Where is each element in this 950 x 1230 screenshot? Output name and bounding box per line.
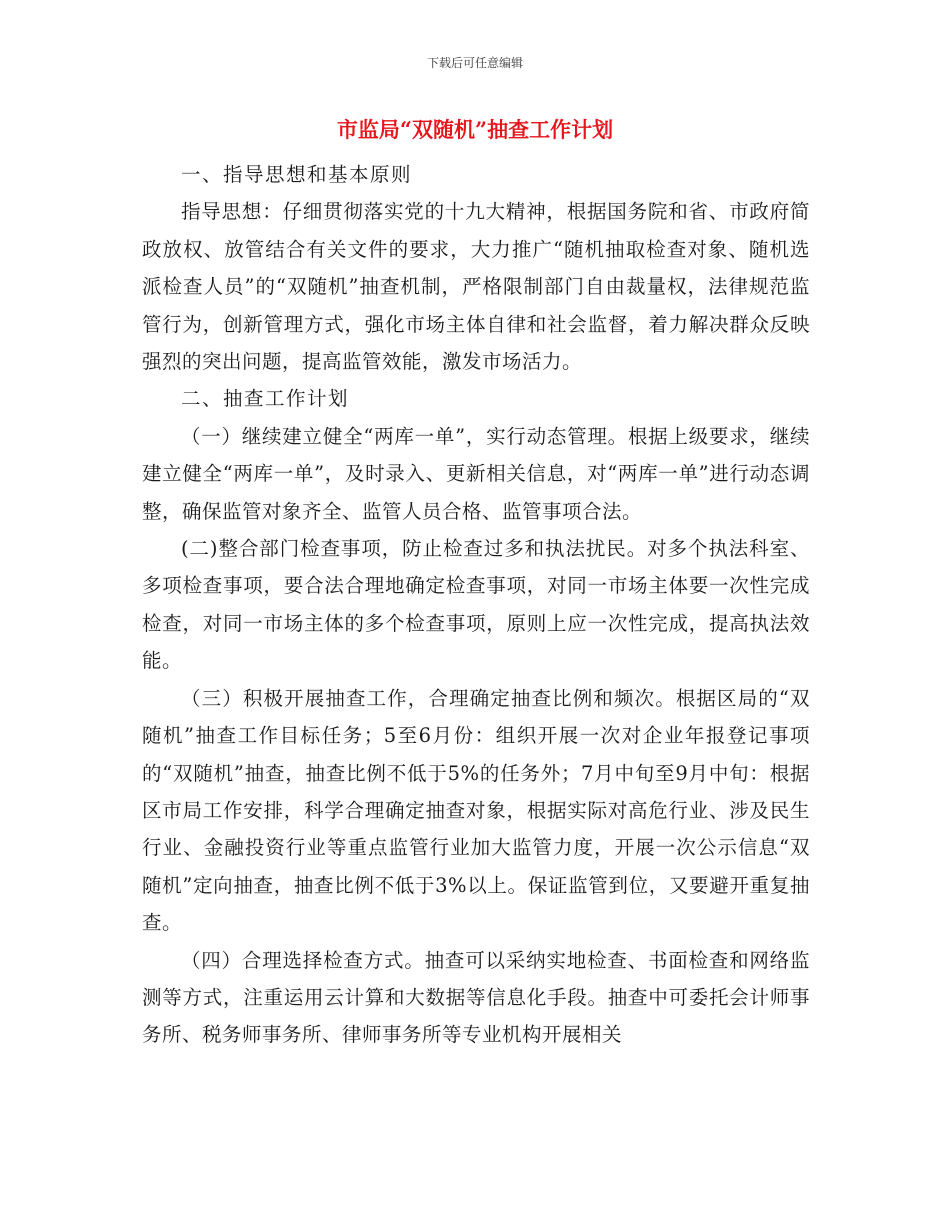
paragraph-item-4: （四）合理选择检查方式。抽查可以采纳实地检查、书面检查和网络监测等方式，注重运用云计算和大数据等信息化手段。抽查中可委托会计师事务所、税务师事务所、律师事务所等专业机构开展相关 bbox=[142, 948, 810, 1047]
paragraph-item-2: (二)整合部门检查事项，防止检查过多和执法扰民。对多个执法科室、多项检查事项，要合法合理地确定检查事项，对同一市场主体要一次性完成检查，对同一市场主体的多个检查事项，原则上应一次性完成，提高执法效能。 bbox=[142, 537, 810, 673]
document-body bbox=[142, 156, 810, 1054]
paragraph-item-3: （三）积极开展抽查工作，合理确定抽查比例和频次。根据区局的“双随机”抽查工作目标任务；5至6月份：组织开展一次对企业年报登记事项的“双随机”抽查，抽查比例不低于5%的任务外；7月中旬至9月中旬：根据区市局工作安排，科学合理确定抽查对象，根据实际对高危行业、涉及民生行业、金融投资行业等重点监管行业加大监管力度，开展一次公示信息“双随机”定向抽查，抽查比例不低于3%以上。保证监管到位，又要避开重复抽查。 bbox=[142, 686, 810, 935]
paragraph-item-1: （一）继续建立健全“两库一单”，实行动态管理。根据上级要求，继续建立健全“两库一单”，及时录入、更新相关信息，对“两库一单”进行动态调整，确保监管对象齐全、监管人员合格、监管事项合法。 bbox=[142, 424, 810, 523]
section-heading-1: 一、指导思想和基本原则 bbox=[181, 163, 413, 186]
document-title: 市监局“双随机”抽查工作计划 bbox=[336, 117, 614, 142]
header-note: 下载后可任意编辑 bbox=[426, 56, 523, 70]
section-heading-2: 二、抽查工作计划 bbox=[181, 387, 350, 411]
paragraph-guiding-thought: 指导思想：仔细贯彻落实党的十九大精神，根据国务院和省、市政府简政放权、放管结合有关文件的要求，大力推广“随机抽取检查对象、随机选派检查人员”的“双随机”抽查机制，严格限制部门自由裁量权，法律规范监管行为，创新管理方式，强化市场主体自律和社会监督，着力解决群众反映强烈的突出问题，提高监管效能，激发市场活力。 bbox=[142, 200, 810, 374]
